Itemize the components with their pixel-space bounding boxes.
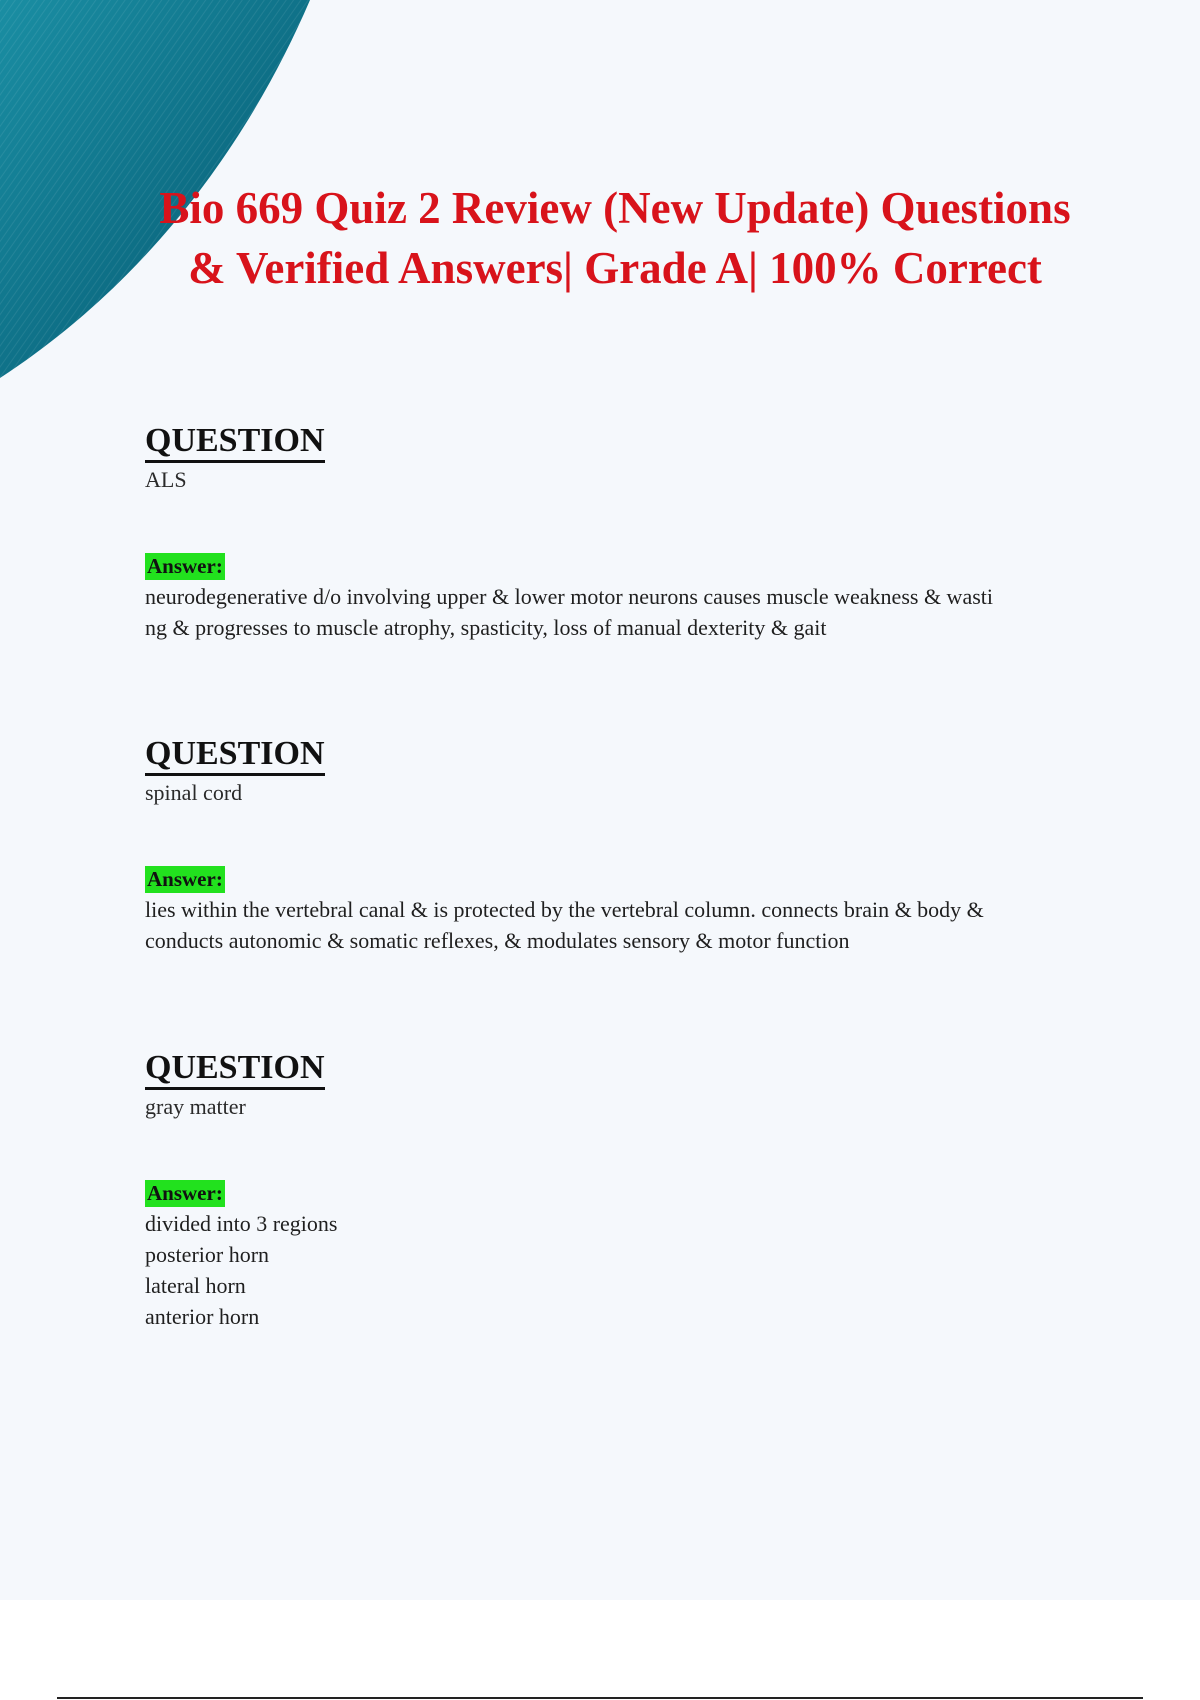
qa-block-3 (145, 1049, 1095, 1332)
answer-label: Answer: (147, 1181, 223, 1205)
answer-label: Answer: (147, 554, 223, 578)
footer-rule (57, 1697, 1143, 1699)
question-heading: QUESTION (145, 422, 325, 463)
answer-label: Answer: (147, 867, 223, 891)
qa-block-2 (145, 735, 1095, 956)
qa-block-1 (145, 422, 1095, 643)
answer-text: neurodegenerative d/o involving upper & lower motor neurons causes muscle weakness & wasti ng & progresses to muscle atrophy, spasticity, loss of manual dexterity & gait (145, 584, 993, 640)
answer-text: lies within the vertebral canal & is protected by the vertebral column. connects brain & body & conducts autonomic & somatic reflexes, & modulates sensory & motor function (145, 897, 984, 953)
question-heading: QUESTION (145, 1049, 325, 1090)
answer-text: divided into 3 regions posterior horn lateral horn anterior horn (145, 1211, 338, 1329)
document-title: Bio 669 Quiz 2 Review (New Update) Questions & Verified Answers| Grade A| 100% Correct (159, 183, 1071, 293)
question-heading: QUESTION (145, 735, 325, 776)
question-text: ALS (145, 467, 187, 492)
question-text: spinal cord (145, 780, 243, 805)
question-text: gray matter (145, 1094, 246, 1119)
